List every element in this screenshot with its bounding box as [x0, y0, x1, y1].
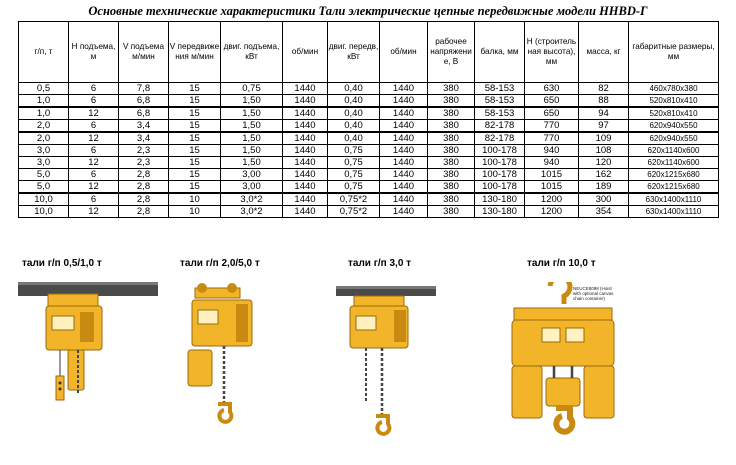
table-cell: 1440: [380, 95, 428, 108]
table-cell: 650: [525, 95, 579, 108]
table-cell: 3,0*2: [221, 206, 283, 218]
table-cell: 1,50: [221, 107, 283, 120]
table-cell: 1,50: [221, 120, 283, 133]
table-cell: 380: [428, 95, 475, 108]
col-header: рабочее напряжени е, В: [428, 22, 475, 83]
table-row: [19, 83, 719, 95]
table-cell: 940: [525, 157, 579, 169]
table-cell: 380: [428, 206, 475, 218]
table-cell: 650: [525, 107, 579, 120]
table-cell: 940: [525, 145, 579, 157]
table-cell: 380: [428, 132, 475, 145]
table-cell: 82-178: [475, 120, 525, 133]
hoist-image-3-0: [336, 276, 436, 436]
table-cell: 10: [169, 193, 221, 206]
table-cell: 58-153: [475, 107, 525, 120]
table-cell: 15: [169, 157, 221, 169]
table-cell: 5,0: [19, 181, 69, 194]
table-cell: 1440: [283, 95, 328, 108]
table-cell: 1440: [283, 169, 328, 181]
table-cell: 380: [428, 145, 475, 157]
caption-hoist-2-0-5-0: тали г/п 2,0/5,0 т: [180, 258, 260, 269]
table-cell: 2,3: [119, 157, 169, 169]
table-cell: 100-178: [475, 157, 525, 169]
table-cell: 0,75: [328, 157, 380, 169]
col-header: V передвиже ния м/мин: [169, 22, 221, 83]
table-cell: 12: [69, 107, 119, 120]
table-cell: 0,40: [328, 107, 380, 120]
table-cell: 15: [169, 120, 221, 133]
table-cell: 354: [579, 206, 629, 218]
table-cell: 630x1400x1110: [629, 193, 719, 206]
caption-hoist-3-0: тали г/п 3,0 т: [348, 258, 412, 269]
col-header: об/мин: [380, 22, 428, 83]
table-cell: 100-178: [475, 145, 525, 157]
table-cell: 1440: [283, 145, 328, 157]
hoist-image-10-0: [508, 282, 618, 447]
table-cell: 94: [579, 107, 629, 120]
table-cell: 1440: [283, 120, 328, 133]
table-cell: 15: [169, 169, 221, 181]
table-cell: 15: [169, 132, 221, 145]
hoist-image-2-0-5-0: [180, 276, 270, 436]
table-cell: 520x810x410: [629, 107, 719, 120]
col-header: двиг. передв, кВт: [328, 22, 380, 83]
table-cell: 620x940x550: [629, 120, 719, 133]
col-header: V подъема м/мин: [119, 22, 169, 83]
table-cell: 6: [69, 83, 119, 95]
table-cell: 2,3: [119, 145, 169, 157]
table-row: [19, 157, 719, 169]
table-cell: 0,75: [328, 145, 380, 157]
table-row: [19, 169, 719, 181]
table-cell: 1440: [283, 157, 328, 169]
table-cell: 2,8: [119, 181, 169, 194]
table-cell: 12: [69, 206, 119, 218]
table-cell: 1440: [283, 181, 328, 194]
table-cell: 380: [428, 169, 475, 181]
table-cell: 0,75*2: [328, 193, 380, 206]
table-cell: 97: [579, 120, 629, 133]
table-cell: 6: [69, 169, 119, 181]
table-cell: 620x940x550: [629, 132, 719, 145]
table-cell: 2,8: [119, 206, 169, 218]
table-cell: 630: [525, 83, 579, 95]
table-cell: 6: [69, 193, 119, 206]
table-cell: 12: [69, 157, 119, 169]
table-cell: 10,0: [19, 206, 69, 218]
table-cell: 100-178: [475, 169, 525, 181]
table-cell: 380: [428, 83, 475, 95]
table-cell: 0,75: [328, 181, 380, 194]
table-cell: 2,0: [19, 132, 69, 145]
table-cell: 1440: [380, 193, 428, 206]
table-cell: 12: [69, 132, 119, 145]
table-cell: 1,0: [19, 107, 69, 120]
table-cell: 189: [579, 181, 629, 194]
table-cell: 12: [69, 181, 119, 194]
table-cell: 2,8: [119, 169, 169, 181]
page-title: Основные технические характеристики Тали электрические цепные передвижные модели HHBD-Г: [88, 4, 648, 18]
table-cell: 15: [169, 145, 221, 157]
table-cell: 6,8: [119, 95, 169, 108]
table-cell: 520x810x410: [629, 95, 719, 108]
table-cell: 130-180: [475, 193, 525, 206]
table-cell: 7,8: [119, 83, 169, 95]
table-cell: 82-178: [475, 132, 525, 145]
table-cell: 0,75*2: [328, 206, 380, 218]
table-row: [19, 107, 719, 120]
table-cell: 630x1400x1110: [629, 206, 719, 218]
table-cell: 2,8: [119, 193, 169, 206]
table-cell: 3,00: [221, 181, 283, 194]
table-cell: 1,0: [19, 95, 69, 108]
table-cell: 130-180: [475, 206, 525, 218]
table-cell: 770: [525, 132, 579, 145]
caption-hoist-0-5-1-0: тали г/п 0,5/1,0 т: [22, 258, 102, 269]
table-cell: 109: [579, 132, 629, 145]
table-cell: 460x780x380: [629, 83, 719, 95]
table-row: [19, 120, 719, 133]
col-header: габаритные размеры, мм: [629, 22, 719, 83]
table-cell: 1440: [380, 132, 428, 145]
table-cell: 1440: [283, 107, 328, 120]
table-cell: 0,40: [328, 120, 380, 133]
table-cell: 120: [579, 157, 629, 169]
table-cell: 1,50: [221, 145, 283, 157]
spec-table: [18, 21, 719, 218]
table-cell: 300: [579, 193, 629, 206]
table-cell: 380: [428, 157, 475, 169]
table-cell: 0,75: [221, 83, 283, 95]
table-row: [19, 132, 719, 145]
table-row: [19, 95, 719, 108]
col-header: балка, мм: [475, 22, 525, 83]
table-cell: 15: [169, 107, 221, 120]
table-cell: 3,0: [19, 145, 69, 157]
table-cell: 6: [69, 95, 119, 108]
table-cell: 82: [579, 83, 629, 95]
table-cell: 2,0: [19, 120, 69, 133]
table-cell: 1440: [283, 83, 328, 95]
table-cell: 162: [579, 169, 629, 181]
table-cell: 0,75: [328, 169, 380, 181]
table-cell: 58-153: [475, 83, 525, 95]
table-cell: 1440: [380, 145, 428, 157]
table-cell: 1015: [525, 169, 579, 181]
table-cell: 1440: [380, 120, 428, 133]
table-cell: 620x1140x600: [629, 157, 719, 169]
table-cell: 380: [428, 181, 475, 194]
table-cell: 1440: [380, 169, 428, 181]
table-cell: 15: [169, 83, 221, 95]
table-row: [19, 181, 719, 194]
table-cell: 6: [69, 120, 119, 133]
table-cell: 1200: [525, 193, 579, 206]
table-cell: 1440: [380, 181, 428, 194]
table-cell: 1,50: [221, 132, 283, 145]
col-header: Н подъема, м: [69, 22, 119, 83]
table-row: [19, 145, 719, 157]
table-cell: 620x1215x680: [629, 181, 719, 194]
hoist-image-0-5-1-0: [18, 276, 158, 406]
table-cell: 1015: [525, 181, 579, 194]
table-cell: 1440: [283, 206, 328, 218]
table-cell: 380: [428, 120, 475, 133]
table-cell: 3,00: [221, 169, 283, 181]
table-cell: 6,8: [119, 107, 169, 120]
col-header: Н (строитель ная высота), мм: [525, 22, 579, 83]
table-cell: 10: [169, 206, 221, 218]
table-cell: 770: [525, 120, 579, 133]
table-cell: 1440: [283, 132, 328, 145]
table-cell: 58-153: [475, 95, 525, 108]
table-cell: 1440: [380, 107, 428, 120]
table-cell: 1200: [525, 206, 579, 218]
table-body: [19, 83, 719, 218]
table-cell: 380: [428, 107, 475, 120]
table-cell: 380: [428, 193, 475, 206]
table-cell: 1440: [380, 206, 428, 218]
table-row: [19, 206, 719, 218]
col-header: об/мин: [283, 22, 328, 83]
table-cell: 0,40: [328, 132, 380, 145]
table-cell: 1440: [283, 193, 328, 206]
table-cell: 3,4: [119, 132, 169, 145]
table-cell: 108: [579, 145, 629, 157]
table-cell: 5,0: [19, 169, 69, 181]
table-header-row: [19, 22, 719, 83]
table-cell: 0,5: [19, 83, 69, 95]
table-cell: 1440: [380, 83, 428, 95]
col-header: масса, кг: [579, 22, 629, 83]
table-cell: 0,40: [328, 83, 380, 95]
table-cell: 1,50: [221, 157, 283, 169]
hoist-10-note: NEUCE8098 (Hoist with optional canvas chain container): [573, 286, 614, 301]
table-cell: 0,40: [328, 95, 380, 108]
table-cell: 3,0*2: [221, 193, 283, 206]
table-cell: 6: [69, 145, 119, 157]
table-cell: 15: [169, 181, 221, 194]
col-header: двиг. подъема, кВт: [221, 22, 283, 83]
table-cell: 1440: [380, 157, 428, 169]
table-cell: 620x1215x680: [629, 169, 719, 181]
table-cell: 1,50: [221, 95, 283, 108]
table-cell: 10,0: [19, 193, 69, 206]
table-cell: 620x1140x600: [629, 145, 719, 157]
col-header: г/п, т: [19, 22, 69, 83]
table-cell: 88: [579, 95, 629, 108]
table-row: [19, 193, 719, 206]
table-cell: 100-178: [475, 181, 525, 194]
table-cell: 3,0: [19, 157, 69, 169]
caption-hoist-10-0: тали г/п 10,0 т: [527, 258, 596, 269]
table-cell: 15: [169, 95, 221, 108]
table-cell: 3,4: [119, 120, 169, 133]
